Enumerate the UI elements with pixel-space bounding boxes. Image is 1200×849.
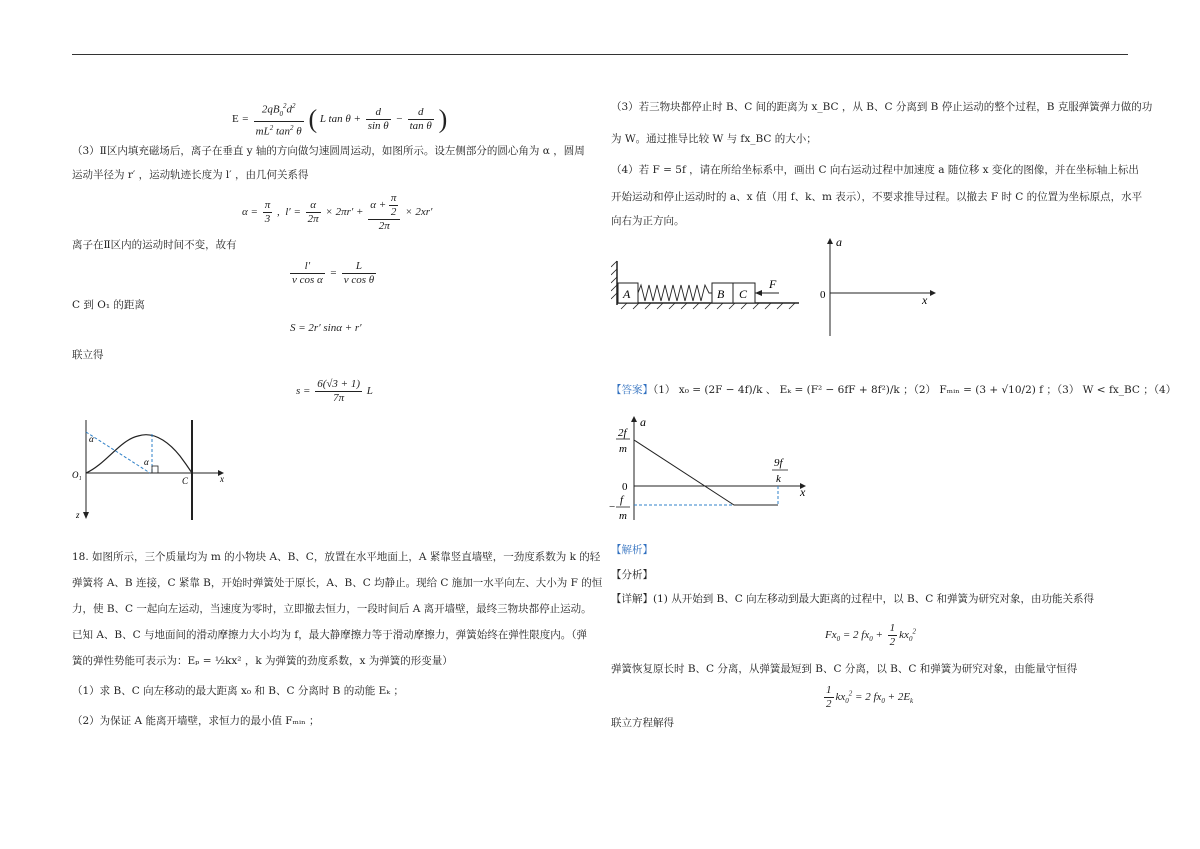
- equation-S: S = 2r′ sinα + r′: [290, 322, 362, 334]
- answer-tag: 【答案】: [611, 384, 653, 396]
- equation-F: $Fx_0 = 2$ $fx_0$ + $\frac{1}{2}$ $kx_0^2$: [825, 622, 916, 648]
- jiexi-tag: 【解析】: [611, 544, 653, 556]
- origin-zero: 0: [820, 289, 826, 301]
- trajectory-figure: [72, 412, 242, 524]
- equation-E2: $\frac{1}{2}$ $kx_0^2 = 2$ $fx_0 + 2E_k$: [826, 684, 914, 710]
- q18-line1: 18. 如图所示，三个质量均为 m 的小物块 A、B、C，放置在水平地面上，A 紧靠竖直墙壁，一劲度系数为 k 的轻: [72, 551, 601, 563]
- sub3-line2: 为 W。通过推导比较 W 与 fx_BC 的大小；: [611, 133, 817, 145]
- header-rule: [72, 54, 1128, 55]
- answer-graph: [606, 414, 816, 524]
- block-c-label: C: [739, 287, 748, 301]
- answer-text: （1） x₀ = (2F − 4f)/k 、 Eₖ = (F² − 6fF + 8f²)/k ；（2） Fₘᵢₙ = (3 + √10/2) f ；（3） W < fx_BC ；（4）: [653, 384, 1177, 396]
- part3-line1: （3）Ⅱ区内填充磁场后，离子在垂直 y 轴的方向做匀速圆周运动，如图所示。设左侧部分的圆心角为 α ，圆周: [72, 145, 585, 157]
- a-axis-label: a: [836, 236, 842, 249]
- alpha-label-2: α: [144, 457, 149, 467]
- distance-line: C 到 O₁ 的距离: [72, 299, 145, 311]
- sub4-line3: 向右为正方向。: [611, 215, 685, 227]
- x-axis-label-right: x: [922, 293, 928, 307]
- answer-line: [611, 383, 1176, 397]
- x-axis-label: x: [220, 474, 224, 484]
- empty-axes: [810, 236, 940, 340]
- sub4-line2: 开始运动和停止运动时的 a、x 值（用 f、k、m 表示），不要求推导过程。以撤去 F 时 C 的位置为坐标原点，水平: [611, 191, 1143, 203]
- equation-s: s = $\frac{6(√3 + 1)}{7\pi}$ L: [296, 378, 373, 404]
- ybottom-numerator: f: [620, 494, 624, 506]
- graph-x-label: x: [800, 485, 806, 499]
- origin-label: O₁: [72, 470, 82, 480]
- detail-line3: 联立方程解得: [611, 717, 674, 729]
- sub4-line1: （4）若 F = 5f ，请在所给坐标系中，画出 C 向右运动过程中加速度 a 随位移 x 变化的图像，并在坐标轴上标出: [611, 164, 1139, 176]
- block-b-label: B: [717, 287, 725, 301]
- q18-line3: 力，使 B、C 一起向左运动，当速度为零时，立即撤去恒力，一段时间后 A 离开墙壁，最终三物块都停止运动。: [72, 603, 592, 615]
- time-line: 离子在Ⅱ区内的运动时间不变，故有: [72, 239, 237, 251]
- q18-sub1: （1）求 B、C 向左移动的最大距离 x₀ 和 B、C 分离时 B 的动能 Eₖ ；: [72, 685, 404, 697]
- join-line: 联立得: [72, 349, 104, 361]
- q18-line4: 已知 A、B、C 与地面间的滑动摩擦力大小均为 f，最大静摩擦力等于滑动摩擦力，弹簧始终在弹性限度内。（弹: [72, 629, 587, 641]
- q18-line5: 簧的弹性势能可表示为：Eₚ = ½kx² ，k 为弹簧的劲度系数，x 为弹簧的形变量）: [72, 655, 453, 667]
- xright-denominator: k: [776, 473, 781, 485]
- detail-line1: 【详解】(1) 从开始到 B、C 向左移动到最大距离的过程中，以 B、C 和弹簧为研究对象，由功能关系得: [611, 593, 1095, 605]
- ytop-numerator: 2f: [618, 427, 627, 439]
- q18-line2: 弹簧将 A、B 连接，C 紧靠 B，开始时弹簧处于原长，A、B、C 均静止。现给 C 施加一水平向左、大小为 F 的恒: [72, 577, 603, 589]
- block-a-label: A: [623, 287, 631, 301]
- blocks-figure: [611, 255, 803, 315]
- force-label: F: [769, 277, 777, 291]
- sub3-line1: （3）若三物块都停止时 B、C 间的距离为 x_BC ，从 B、C 分离到 B 停止运动的整个过程，B 克服弹簧弹力做的功: [611, 101, 1153, 113]
- graph-a-label: a: [640, 415, 646, 429]
- equation-time: $\frac{l'}{\text{v cos α}}$ = $\frac{L}{\text{v cos θ}}$: [292, 260, 375, 286]
- alpha-label-1: α: [89, 434, 94, 444]
- ybottom-denominator: m: [619, 510, 627, 522]
- equation-alpha: α = $\frac{\pi}{3}$ , l′ = $\frac{\alpha}{2\pi}$ × 2πr′ + α + $\frac{\pi}{2}$ 2π × 2xr′: [242, 192, 433, 232]
- part3-line2: 运动半径为 r′ ，运动轨迹长度为 l′ ，由几何关系得: [72, 169, 309, 181]
- ytop-denominator: m: [619, 443, 627, 455]
- graph-zero: 0: [622, 481, 628, 493]
- xright-numerator: 9f: [774, 457, 783, 469]
- fenxi-tag: 【分析】: [611, 569, 653, 581]
- point-c-label: C: [182, 476, 189, 486]
- z-axis-label: z: [76, 510, 80, 520]
- detail-line2: 弹簧恢复原长时 B、C 分离，从弹簧最短到 B、C 分离，以 B、C 和弹簧为研究对象，由能量守恒得: [611, 663, 1078, 675]
- equation-E: E = $\frac{2qB_0^2d^2}{mL^2 \tan^2 \theta}$ ( L tan θ + $\frac{d}{\text{sin θ}}$ − $\frac{d}{\text{tan θ}}$ ): [232, 102, 448, 138]
- q18-sub2: （2）为保证 A 能离开墙壁，求恒力的最小值 Fₘᵢₙ ；: [72, 715, 320, 727]
- ybottom-minus: −: [609, 501, 616, 513]
